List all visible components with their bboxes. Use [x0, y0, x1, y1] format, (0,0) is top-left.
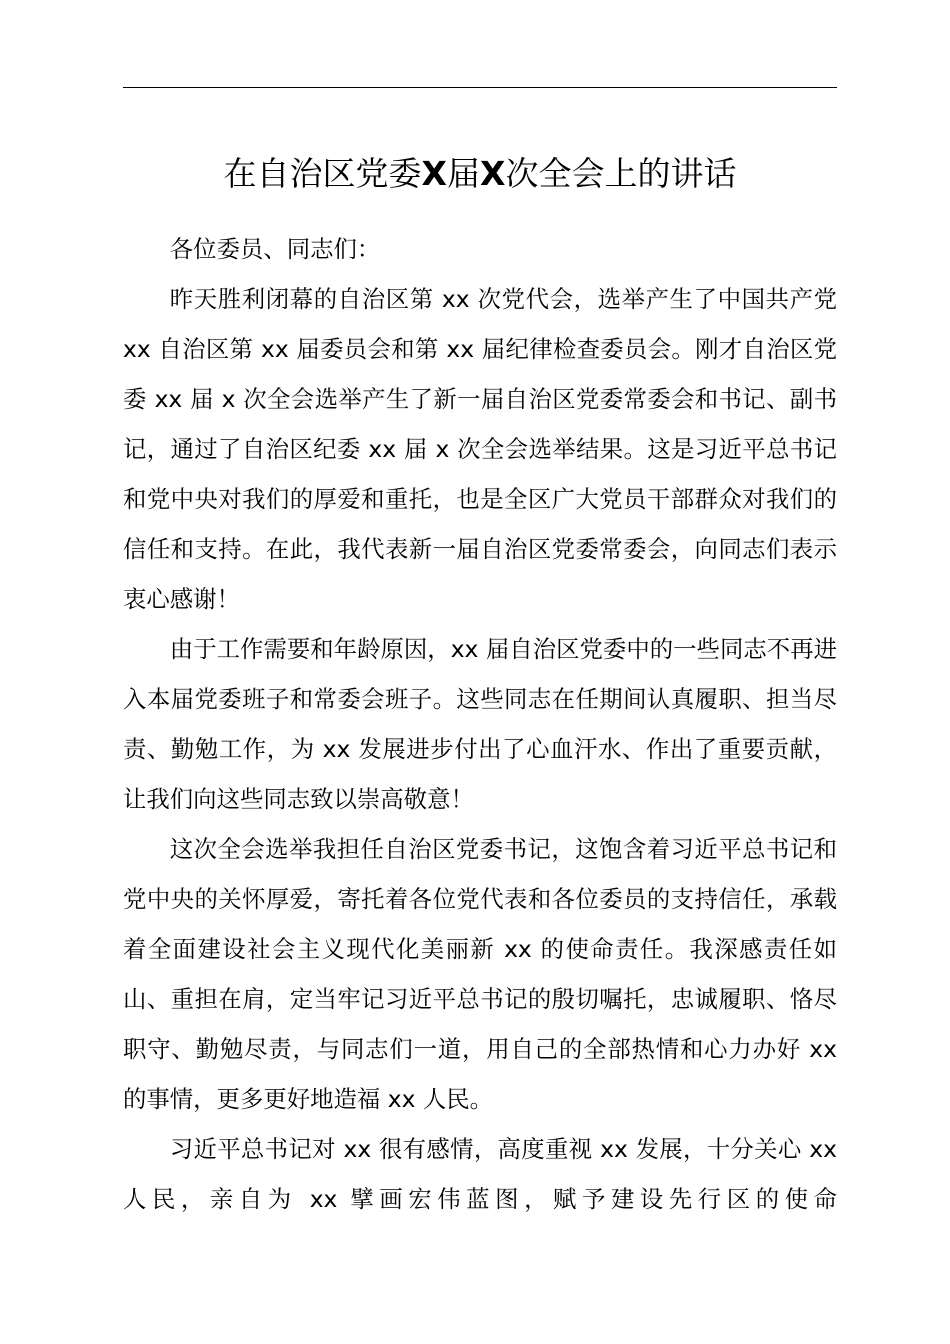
paragraph-1: 昨天胜利闭幕的自治区第 xx 次党代会，选举产生了中国共产党 xx 自治区第 xx 届委员会和第 xx 届纪律检查委员会。刚才自治区党委 xx 届 x 次全会选举产生了新一届自治区党委常委会和书记、副书记，通过了自治区纪委 xx 届 x 次全会选举结果。这是习近平总书记和党中央对我们的厚爱和重托，也是全区广大党员干部群众对我们的信任和支持。在此，我代表新一届自治区党委常委会，向同志们表示衷心感谢！	[123, 285, 837, 613]
paragraph-4: 习近平总书记对 xx 很有感情，高度重视 xx 发展，十分关心 xx 人民，亲自为 xx 擘画宏伟蓝图，赋予建设先行区的使命	[123, 1135, 837, 1213]
header-rule	[123, 87, 837, 88]
document-title	[123, 150, 837, 198]
title-x-1: X	[421, 154, 447, 193]
document-body	[123, 224, 837, 1224]
title-part-2: 届	[447, 154, 480, 193]
title-part-1: 在自治区党委	[223, 154, 422, 193]
paragraph-2: 由于工作需要和年龄原因，xx 届自治区党委中的一些同志不再进入本届党委班子和常委会班子。这些同志在任期间认真履职、担当尽责、勤勉工作，为 xx 发展进步付出了心血汗水、作出了重要贡献，让我们向这些同志致以崇高敬意！	[123, 635, 837, 813]
title-part-3: 次全会上的讲话	[505, 154, 737, 193]
title-x-2: X	[480, 154, 506, 193]
salutation: 各位委员、同志们：	[169, 235, 381, 263]
paragraph-3: 这次全会选举我担任自治区党委书记，这饱含着习近平总书记和党中央的关怀厚爱，寄托着各位党代表和各位委员的支持信任，承载着全面建设社会主义现代化美丽新 xx 的使命责任。我深感责任如山、重担在肩，定当牢记习近平总书记的殷切嘱托，忠诚履职、恪尽职守、勤勉尽责，与同志们一道，用自己的全部热情和心力办好 xx 的事情，更多更好地造福 xx 人民。	[123, 835, 837, 1113]
